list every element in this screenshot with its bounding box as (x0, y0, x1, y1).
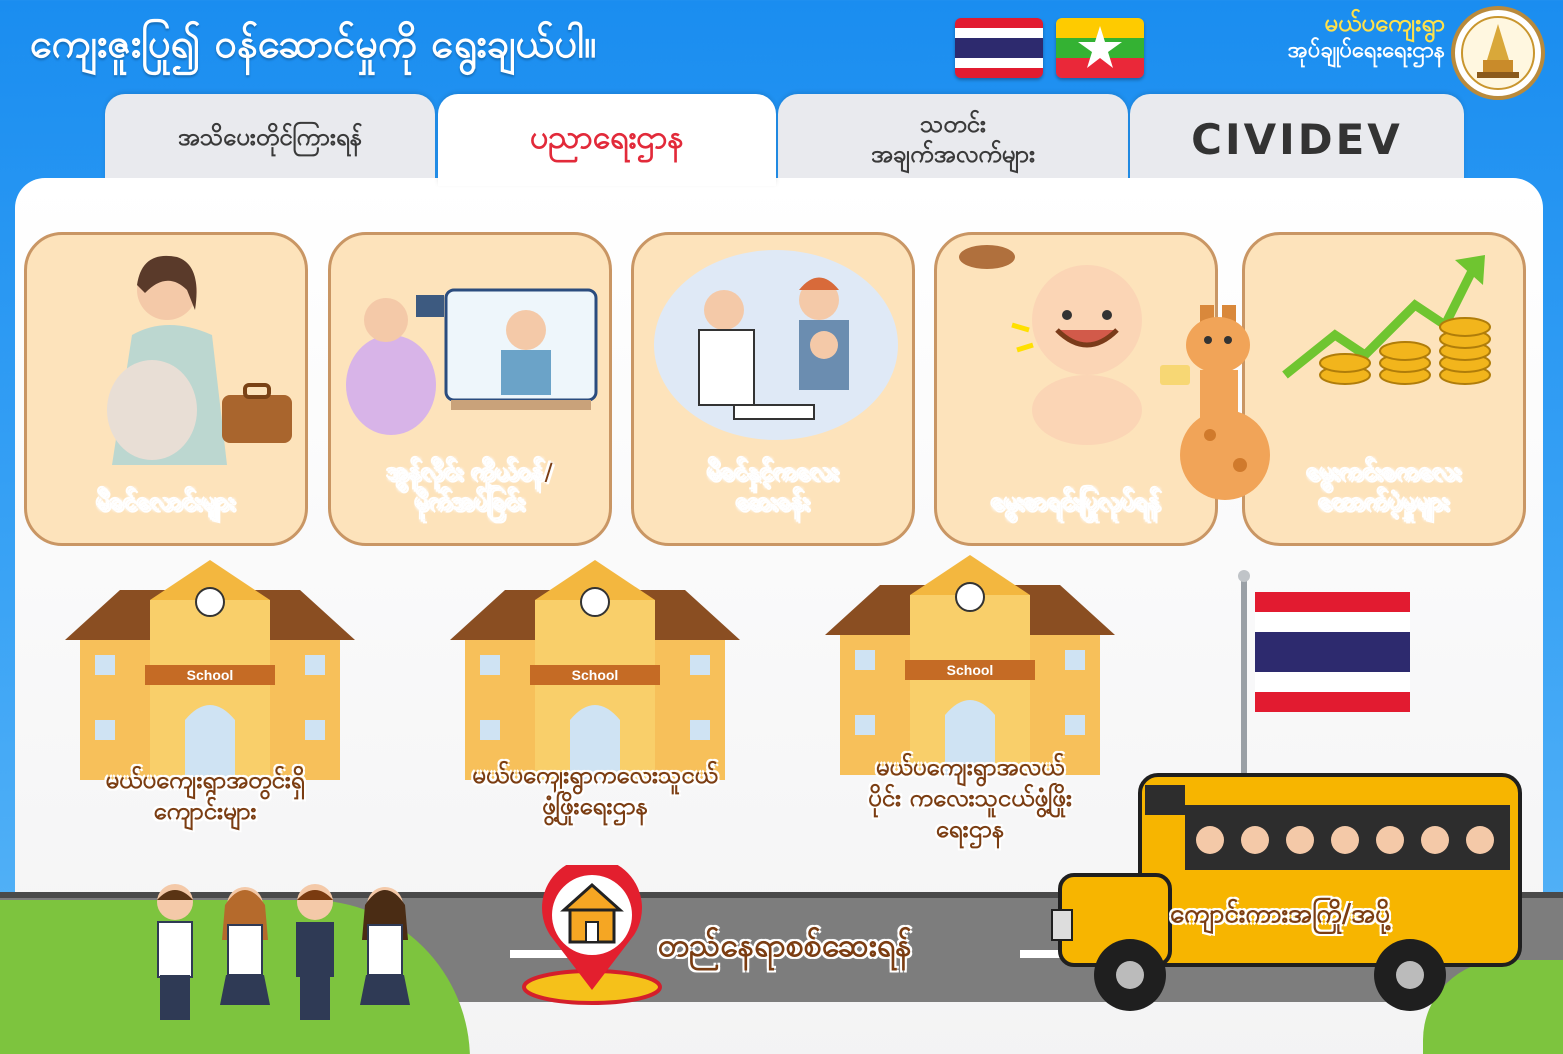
school-icon (445, 560, 745, 780)
school-icon (60, 560, 360, 780)
tab-label: ပညာရေးဌာန (530, 118, 684, 156)
students-group-icon (130, 880, 440, 1030)
card-online-pregnancy[interactable] (328, 232, 612, 546)
svg-text:School: School (946, 662, 994, 678)
card-label: အွန်လိုင်း ကိုယ်ဝန်/ မိုက်အပ်ခြင်း (386, 458, 554, 516)
school-bus-icon (1050, 770, 1530, 1020)
organization-logo-icon (1451, 6, 1545, 100)
card-label: မွေးကင်းစကလေး ထောက်ပံ့မှုများ (1306, 458, 1462, 516)
school-building-3[interactable] (820, 555, 1120, 775)
location-check-button[interactable] (520, 865, 665, 1010)
school-bus-label[interactable]: ကျောင်းကားအကြို/အပို့ (1170, 899, 1390, 929)
org-name-line2: အုပ်ချုပ်ရေးရေးဌာန (1287, 37, 1445, 63)
tab-news-info[interactable] (778, 94, 1128, 184)
online-consult-icon (331, 235, 612, 465)
giraffe-mascot-icon (1160, 285, 1290, 515)
school-sign-text: School (186, 667, 234, 683)
svg-text:School: School (571, 667, 619, 683)
org-name-line1: မယ်ပကျေးရွာ (1324, 9, 1445, 37)
tab-label-line2: အချက်အလက်များ (870, 140, 1036, 168)
tab-alert-report[interactable] (105, 94, 435, 184)
organization-name (1288, 10, 1445, 63)
thailand-flag-icon[interactable] (955, 18, 1043, 78)
school-label-3[interactable]: မယ်ပကျေးရွာအလယ် ပိုင်း ကလေးသူငယ်ဖွံ့ဖြိုး ရေးဌာန (868, 753, 1072, 844)
tab-cividev[interactable] (1130, 94, 1464, 184)
tab-label: အသိပေးတိုင်ကြားရန် (177, 123, 363, 151)
tab-education[interactable] (438, 94, 776, 186)
clinic-icon (634, 235, 915, 465)
school-building-1[interactable] (60, 560, 360, 780)
tab-label: CIVIDEV (1191, 114, 1403, 164)
card-label: မွေးစာရင်းပြုလုပ်ရန် (991, 488, 1161, 516)
myanmar-flag-icon[interactable] (1056, 18, 1144, 78)
school-icon (820, 555, 1120, 775)
location-check-label[interactable]: တည်နေရာစစ်ဆေးရန် (658, 926, 912, 964)
school-label-1[interactable]: မယ်ပကျေးရွာအတွင်းရှိ ကျောင်းများ (105, 766, 305, 826)
card-pregnant-mothers[interactable] (24, 232, 308, 546)
location-pin-icon (520, 865, 665, 1010)
school-bus-button[interactable] (1050, 770, 1530, 1020)
card-label: မီခင်လောင်းများ (96, 488, 236, 516)
pregnant-woman-icon (27, 235, 308, 465)
school-label-2[interactable]: မယ်ပကျေးရွာကလေးသူငယ် ဖွံ့ဖြိုးရေးဌာန (472, 761, 718, 821)
card-label: မိခင်နှင့်ကလေး ဆေးခန်း (707, 458, 839, 516)
school-building-2[interactable] (445, 560, 745, 780)
tab-label-line1: သတင်း (920, 110, 986, 138)
page-title: ကျေးဇူးပြု၍ ဝန်ဆောင်မှုကို ရွေးချယ်ပါ။ (30, 21, 597, 67)
card-mother-child-clinic[interactable] (631, 232, 915, 546)
